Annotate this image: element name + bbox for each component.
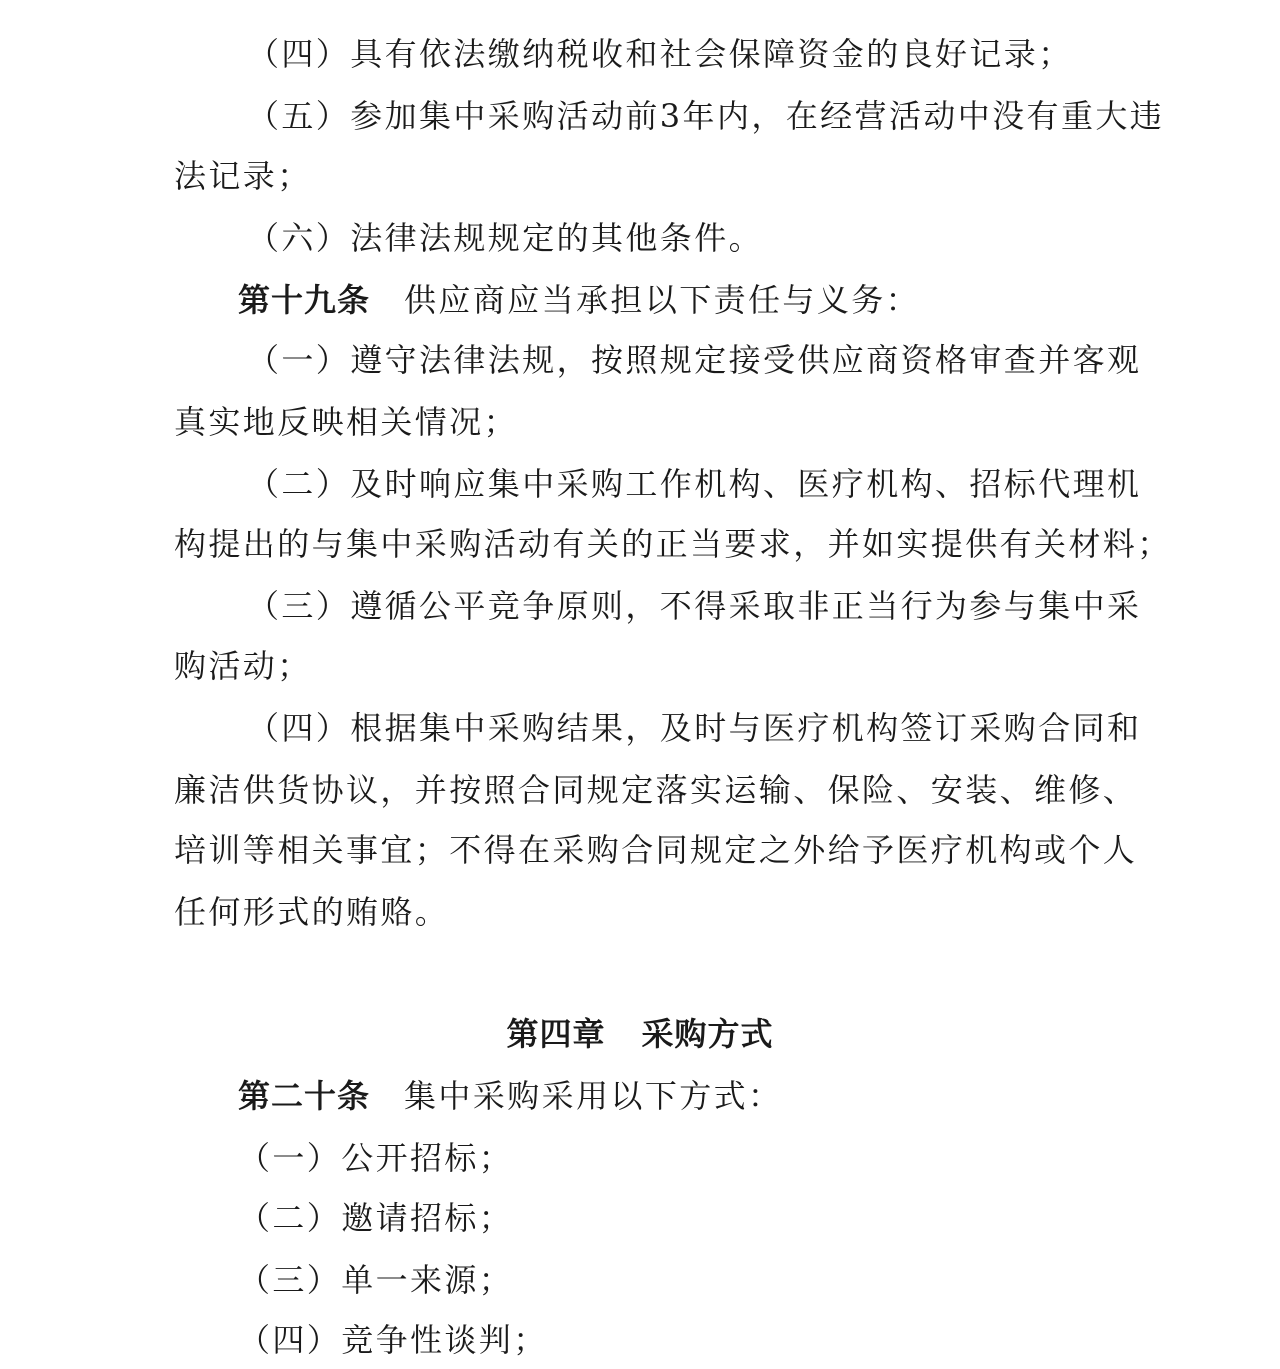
duty-1-comply-law: （一）遵守法律法规，按照规定接受供应商资格审查并客观: [247, 341, 1142, 379]
duty-3-fair-competition: （三）遵循公平竞争原则，不得采取非正当行为参与集中采: [247, 587, 1142, 625]
article-19-number: 第十九条: [238, 281, 371, 319]
method-1-open-tender: （一）公开招标；: [238, 1139, 514, 1177]
duty-1-continuation: 真实地反映相关情况；: [174, 403, 519, 441]
chapter-4-title: 采购方式: [641, 1015, 774, 1053]
chapter-4-heading: [0, 1014, 1280, 1054]
item-6-other-conditions: （六）法律法规规定的其他条件。: [247, 219, 764, 257]
article-19: [238, 280, 920, 320]
duty-4-continuation-1: 廉洁供货协议，并按照合同规定落实运输、保险、安装、维修、: [174, 771, 1138, 809]
chapter-4-number: 第四章: [506, 1015, 606, 1053]
article-20-number: 第二十条: [238, 1077, 371, 1115]
duty-4-sign-contract: （四）根据集中采购结果，及时与医疗机构签订采购合同和: [247, 709, 1142, 747]
method-3-single-source: （三）单一来源；: [238, 1261, 514, 1299]
article-20: [238, 1076, 782, 1116]
duty-2-respond-requests: （二）及时响应集中采购工作机构、医疗机构、招标代理机: [247, 465, 1142, 503]
article-20-text: 集中采购采用以下方式：: [404, 1077, 783, 1115]
method-4-competitive-negotiation: （四）竞争性谈判；: [238, 1321, 548, 1359]
duty-2-continuation: 构提出的与集中采购活动有关的正当要求，并如实提供有关材料；: [174, 525, 1172, 563]
duty-4-continuation-2: 培训等相关事宜；不得在采购合同规定之外给予医疗机构或个人: [174, 831, 1138, 869]
duty-4-continuation-3: 任何形式的贿赂。: [174, 893, 450, 931]
item-5-no-violation: （五）参加集中采购活动前3年内，在经营活动中没有重大违: [247, 97, 1165, 135]
item-4-good-record: （四）具有依法缴纳税收和社会保障资金的良好记录；: [247, 35, 1073, 73]
duty-3-continuation: 购活动；: [174, 647, 312, 685]
method-2-invited-tender: （二）邀请招标；: [238, 1199, 514, 1237]
article-19-text: 供应商应当承担以下责任与义务：: [404, 281, 921, 319]
item-5-continuation: 法记录；: [174, 157, 312, 195]
